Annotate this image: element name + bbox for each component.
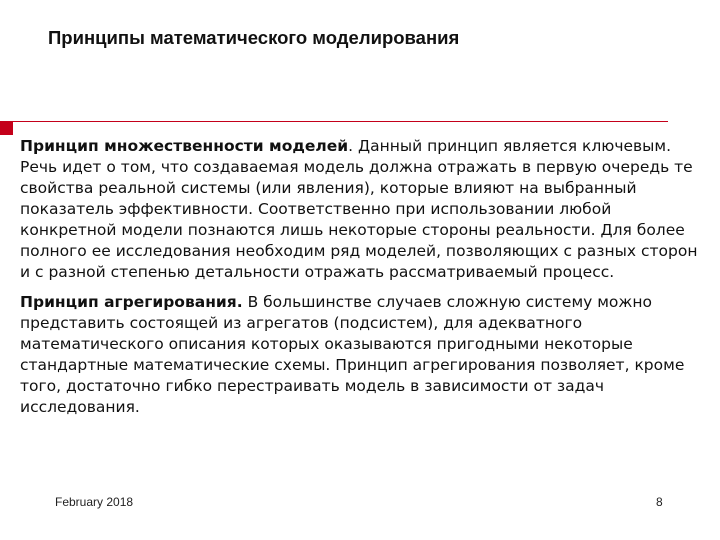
paragraph-body: Данный принцип является ключевым. Речь идет о том, что создаваемая модель должна отражать в первую очередь те свойства реальной системы (или явления), которые влияют на выбранный показатель эффективности. Соответственно при использовании любой конкретной модели познаются лишь некоторые стороны реальности. Для более полного ее исследования необходим ряд моделей, позволяющих с разных сторон и с разной степенью детальности отражать рассматриваемый процесс. bbox=[20, 137, 698, 281]
slide-title: Принципы математического моделирования bbox=[48, 27, 460, 48]
slide-content bbox=[20, 136, 710, 427]
paragraph-multiplicity bbox=[20, 136, 710, 283]
paragraph-heading: Принцип множественности моделей bbox=[20, 137, 349, 155]
paragraph-aggregation bbox=[20, 292, 710, 418]
footer-date: February 2018 bbox=[55, 495, 134, 509]
accent-block bbox=[0, 121, 13, 135]
page-number: 8 bbox=[656, 495, 663, 509]
accent-divider bbox=[13, 121, 668, 122]
paragraph-heading-suffix: . bbox=[348, 137, 354, 155]
paragraph-body: В большинстве случаев сложную систему можно представить состоящей из агрегатов (подсистем), для адекватного математического описания которых оказываются пригодными некоторые стандартные математические схемы. Принцип агрегирования позволяет, кроме того, достаточно гибко перестраивать модель в зависимости от задач исследования. bbox=[20, 293, 685, 416]
paragraph-heading: Принцип агрегирования. bbox=[20, 293, 243, 311]
